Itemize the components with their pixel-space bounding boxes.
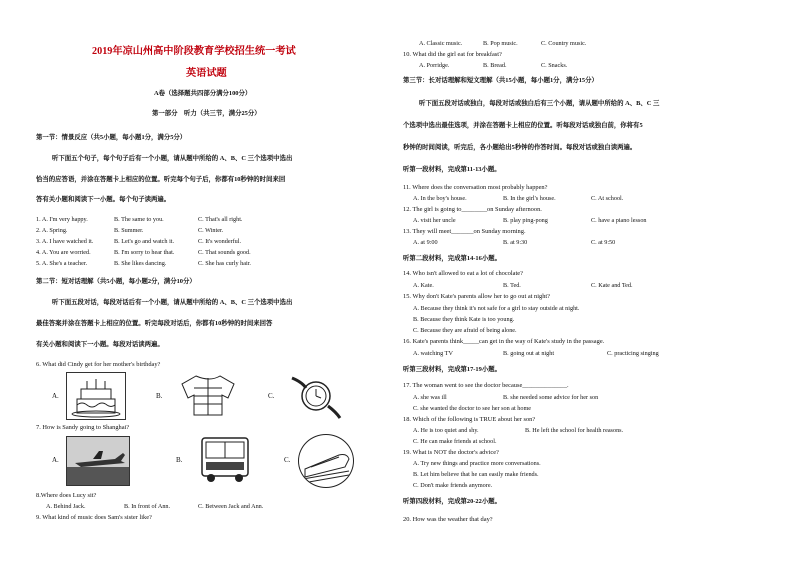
q6-label-c: C. [268,392,275,400]
q14-option-a: A. Kate. [413,282,434,289]
q12-option-a: A. visit her uncle [413,217,456,224]
q6-picture-a [66,372,126,420]
q11-option-c: C. At school. [591,195,624,202]
q2-option-b: B. Summer. [114,227,144,234]
q17-option-a: A. she was ill [413,394,447,401]
q7-label-b: B. [176,456,183,464]
q7-label-a: A. [52,456,59,464]
q1-option-a: 1. A. I'm very happy. [36,216,88,223]
q19-option-b: B. Let him believe that he can easily make friends. [413,471,539,478]
question-19: 19. What is NOT the doctor's advice? [403,449,499,456]
sweater-icon [172,372,244,418]
q13-option-a: A. at 9:00 [413,239,438,246]
question-14: 14. Who isn't allowed to eat a lot of chocolate? [403,270,523,277]
airplane-icon [67,437,129,485]
section3-instructions-2: 个选项中选出最佳选项，并涂在答题卡上相应的位置。听每段对话或独白前，你将有5 [403,122,643,129]
q16-option-a: A. watching TV [413,350,453,357]
q2-option-a: 2. A. Spring. [36,227,68,234]
part-a-heading: A卷（选择题共四部分满分100分） [154,90,252,97]
question-10: 10. What did the girl eat for breakfast? [403,51,502,58]
q3-option-a: 3. A. I have watched it. [36,238,94,245]
section3-heading: 第三节：长对话理解和短文理解（共15小题，每小题1分，满分15分） [403,77,598,84]
q19-option-a: A. Try new things and practice more conversations. [413,460,541,467]
q10-option-c: C. Snacks. [541,62,568,69]
material-1-heading: 听第一段材料，完成第11-13小题。 [403,166,501,173]
question-7: 7. How is Sandy going to Shanghai? [36,424,130,431]
q1-option-b: B. The same to you. [114,216,164,223]
question-6: 6. What did Cindy get for her mother's birthday? [36,361,161,368]
q14-option-c: C. Kate and Ted. [591,282,633,289]
section2-instructions-2: 最佳答案并涂在答题卡上相应的位置。听完每段对话后，你都有10秒钟的时间来回答 [36,320,273,327]
q11-option-b: B. In the girl's house. [503,195,556,202]
q8-option-c: C. Between Jack and Ann. [198,503,264,510]
q11-option-a: A. In the boy's house. [413,195,467,202]
material-3-heading: 听第三段材料，完成第17-19小题。 [403,366,501,373]
question-8: 8.Where does Lucy sit? [36,492,97,499]
q6-label-b: B. [156,392,163,400]
q15-option-b: B. Because they think Kate is too young. [413,316,515,323]
exam-title: 2019年凉山州高中阶段教育学校招生统一考试 [92,46,296,57]
material-2-heading: 听第二段材料，完成第14-16小题。 [403,255,501,262]
q9-option-c: C. Country music. [541,40,587,47]
section3-instructions-3: 秒钟的时间阅读，听完后，各小题给出5秒钟的作答时间。每段对话或独白读两遍。 [403,144,637,151]
q7-picture-b [196,434,254,486]
material-4-heading: 听第四段材料，完成第20-22小题。 [403,498,501,505]
section2-instructions-3: 有关小题和阅读下一小题。每段对话读两遍。 [36,341,164,348]
q10-option-a: A. Porridge. [419,62,450,69]
q9-option-a: A. Classic music. [419,40,463,47]
part1-heading: 第一部分 听力（共三节，满分25分） [152,110,261,117]
cake-icon [67,373,125,419]
q6-picture-c [286,370,344,420]
q18-option-b: B. He left the school for health reasons. [525,427,624,434]
q5-option-a: 5. A. She's a teacher. [36,260,88,267]
question-17: 17. The woman went to see the doctor because______________. [403,382,569,389]
q18-option-c: C. He can make friends at school. [413,438,497,445]
q17-option-b: B. she needed some advice for her son [503,394,599,401]
section2-instructions-1: 听下面五段对话，每段对话后有一个小题，请从题中所给的 A、B、C 三个选项中选出 [52,299,293,306]
q12-option-b: B. play ping-pong [503,217,548,224]
q4-option-a: 4. A. You are worried. [36,249,91,256]
q13-option-c: C. at 9:50 [591,239,616,246]
q7-picture-c [298,434,354,488]
section2-heading: 第二节：短对话理解（共5小题，每小题2分，满分10分） [36,278,196,285]
exam-subtitle: 英语试题 [186,68,227,79]
q5-option-c: C. She has curly hair. [198,260,251,267]
q12-option-c: C. have a piano lesson [591,217,647,224]
q16-option-b: B. going out at night [503,350,555,357]
q18-option-a: A. He is too quiet and shy. [413,427,479,434]
question-16: 16. Kate's parents think_____can get in the way of Kate's study in the passage. [403,338,605,345]
q10-option-b: B. Bread. [483,62,507,69]
question-9: 9. What kind of music does Sam's sister like? [36,514,152,521]
question-13: 13. They will meet_______on Sunday morning. [403,228,526,235]
q19-option-c: C. Don't make friends anymore. [413,482,493,489]
q6-label-a: A. [52,392,59,400]
q15-option-a: A. Because they think it's not safe for a girl to stay outside at night. [413,305,580,312]
question-11: 11. Where does the conversation most probably happen? [403,184,548,191]
q5-option-b: B. She likes dancing. [114,260,167,267]
q9-option-b: B. Pop music. [483,40,518,47]
section1-heading: 第一节：情景反应（共5小题，每小题1分，满分5分） [36,134,187,141]
q3-option-c: C. It's wonderful. [198,238,242,245]
q4-option-b: B. I'm sorry to hear that. [114,249,175,256]
q17-option-c: C. she wanted the doctor to see her son at home [413,405,532,412]
section3-instructions-1: 听下面五段对话或独白，每段对话或独白后有三个小题，请从题中所给的 A、B、C 三 [419,100,660,107]
q15-option-c: C. Because they are afraid of being alone. [413,327,517,334]
train-icon [299,435,353,487]
question-12: 12. The girl is going to________on Sunday afternoon. [403,206,542,213]
question-15: 15. Why don't Kate's parents allow her to go out at night? [403,293,551,300]
q7-picture-a [66,436,130,486]
section1-instructions-3: 答有关小题和阅读下一小题。每个句子读两遍。 [36,196,171,203]
q7-label-c: C. [284,456,291,464]
q3-option-b: B. Let's go and watch it. [114,238,175,245]
bus-icon [196,434,254,486]
q8-option-b: B. In front of Ann. [124,503,171,510]
watch-icon [286,370,344,420]
section1-instructions-2: 恰当的应答语，并涂在答题卡上相应的位置。听完每个句子后，你都有10秒钟的时间来回 [36,176,286,183]
q6-picture-b [172,372,244,418]
q4-option-c: C. That sounds good. [198,249,251,256]
q16-option-c: C. practicing singing [607,350,659,357]
q14-option-b: B. Ted. [503,282,521,289]
q13-option-b: B. at 9:30 [503,239,528,246]
question-18: 18. Which of the following is TRUE about her son? [403,416,536,423]
question-20: 20. How was the weather that day? [403,516,493,523]
section1-instructions-1: 听下面五个句子，每个句子后有一个小题，请从题中所给的 A、B、C 三个选项中选出 [52,155,293,162]
q2-option-c: C. Winter. [198,227,224,234]
q8-option-a: A. Behind Jack. [46,503,86,510]
q1-option-c: C. That's all right. [198,216,243,223]
